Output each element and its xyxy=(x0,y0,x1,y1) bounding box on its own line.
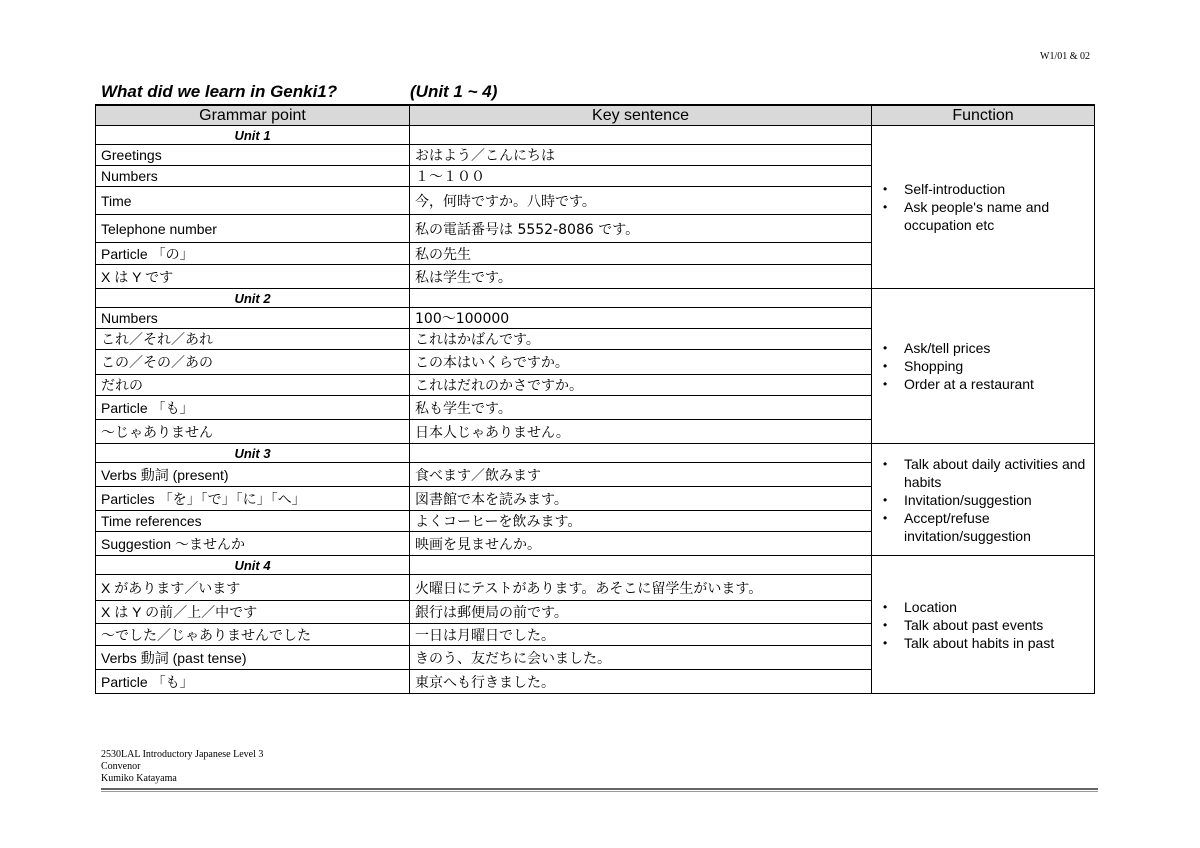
grammar-point: Time references xyxy=(96,511,410,532)
key-sentence: 火曜日にテストがあります。あそこに留学生がいます。 xyxy=(410,575,872,601)
grammar-point: Suggestion ～ませんか xyxy=(96,532,410,556)
key-sentence: よくコーヒーを飲みます。 xyxy=(410,511,872,532)
grammar-point: これ／それ／あれ xyxy=(96,329,410,350)
unit-label: Unit 4 xyxy=(96,556,410,575)
key-sentence: 私の電話番号は 5552-8086 です。 xyxy=(410,215,872,243)
unit-label: Unit 1 xyxy=(96,126,410,145)
key-sentence: 図書館で本を読みます。 xyxy=(410,487,872,511)
grammar-point: Verbs 動詞 (present) xyxy=(96,463,410,487)
grammar-point: ～でした／じゃありませんでした xyxy=(96,624,410,646)
grammar-point: Greetings xyxy=(96,145,410,166)
function-list xyxy=(877,339,1089,393)
function-cell xyxy=(872,556,1095,694)
key-sentence: 食べます／飲みます xyxy=(410,463,872,487)
unit-label: Unit 3 xyxy=(96,444,410,463)
footer-role: Convenor xyxy=(101,761,141,772)
key-sentence: これはかばんです。 xyxy=(410,329,872,350)
function-item: • Talk about past events xyxy=(904,616,1089,634)
key-sentence: これはだれのかさですか。 xyxy=(410,375,872,396)
header-row xyxy=(96,105,1095,126)
grammar-point: この／その／あの xyxy=(96,350,410,375)
grammar-point: Numbers xyxy=(96,166,410,187)
grammar-point: Verbs 動詞 (past tense) xyxy=(96,646,410,670)
function-cell xyxy=(872,126,1095,289)
function-item: • Ask people's name and occupation etc xyxy=(904,198,1089,234)
grammar-table xyxy=(95,104,1095,694)
grammar-point: Particle 「も」 xyxy=(96,670,410,694)
footer-name: Kumiko Katayama xyxy=(101,773,177,784)
grammar-point: X があります／います xyxy=(96,575,410,601)
function-item: • Self-introduction xyxy=(904,180,1089,198)
unit-key-empty xyxy=(410,444,872,463)
function-item: • Talk about daily activities and habits xyxy=(904,455,1089,491)
footer-rule-thin xyxy=(101,791,1098,792)
key-sentence: 映画を見ませんか。 xyxy=(410,532,872,556)
page-title xyxy=(101,82,498,102)
function-list xyxy=(877,180,1089,234)
grammar-point: X は Y です xyxy=(96,265,410,289)
function-list xyxy=(877,598,1089,652)
key-sentence: 私は学生です。 xyxy=(410,265,872,289)
footer xyxy=(101,749,263,785)
key-sentence: 東京へも行きました。 xyxy=(410,670,872,694)
grammar-point: Particles 「を」「で」「に」「へ」 xyxy=(96,487,410,511)
grammar-point: Particle 「の」 xyxy=(96,243,410,265)
unit-header-row xyxy=(96,556,1095,575)
grammar-point: Particle 「も」 xyxy=(96,396,410,420)
grammar-point: Time xyxy=(96,187,410,215)
unit-key-empty xyxy=(410,126,872,145)
key-sentence: この本はいくらですか。 xyxy=(410,350,872,375)
grammar-point: X は Y の前／上／中です xyxy=(96,601,410,624)
key-sentence: おはよう／こんにちは xyxy=(410,145,872,166)
key-sentence: 私も学生です。 xyxy=(410,396,872,420)
key-sentence: １～１００ xyxy=(410,166,872,187)
grammar-point: ～じゃありません xyxy=(96,420,410,444)
header-function: Function xyxy=(872,105,1095,126)
function-item: • Ask/tell prices xyxy=(904,339,1089,357)
title-main: What did we learn in Genki1? xyxy=(101,82,338,101)
function-item: • Accept/refuse invitation/suggestion xyxy=(904,509,1089,545)
key-sentence: 銀行は郵便局の前です。 xyxy=(410,601,872,624)
grammar-point: だれの xyxy=(96,375,410,396)
function-item: • Order at a restaurant xyxy=(904,375,1089,393)
key-sentence: 日本人じゃありません。 xyxy=(410,420,872,444)
header-grammar: Grammar point xyxy=(96,105,410,126)
function-cell xyxy=(872,444,1095,556)
key-sentence: 100～100000 xyxy=(410,308,872,329)
function-list xyxy=(877,455,1089,545)
page-reference: W1/01 & 02 xyxy=(1040,51,1090,62)
unit-label: Unit 2 xyxy=(96,289,410,308)
unit-header-row xyxy=(96,444,1095,463)
key-sentence: 一日は月曜日でした。 xyxy=(410,624,872,646)
function-item: • Invitation/suggestion xyxy=(904,491,1089,509)
function-item: • Talk about habits in past xyxy=(904,634,1089,652)
title-units: (Unit 1 ~ 4) xyxy=(410,82,498,101)
unit-key-empty xyxy=(410,556,872,575)
function-cell xyxy=(872,289,1095,444)
grammar-point: Numbers xyxy=(96,308,410,329)
header-key-sentence: Key sentence xyxy=(410,105,872,126)
footer-rule xyxy=(101,788,1098,790)
grammar-point: Telephone number xyxy=(96,215,410,243)
unit-header-row xyxy=(96,289,1095,308)
key-sentence: 今，何時ですか。八時です。 xyxy=(410,187,872,215)
key-sentence: 私の先生 xyxy=(410,243,872,265)
function-item: • Location xyxy=(904,598,1089,616)
unit-header-row xyxy=(96,126,1095,145)
unit-key-empty xyxy=(410,289,872,308)
function-item: • Shopping xyxy=(904,357,1089,375)
key-sentence: きのう、友だちに会いました。 xyxy=(410,646,872,670)
footer-course: 2530LAL Introductory Japanese Level 3 xyxy=(101,749,264,760)
